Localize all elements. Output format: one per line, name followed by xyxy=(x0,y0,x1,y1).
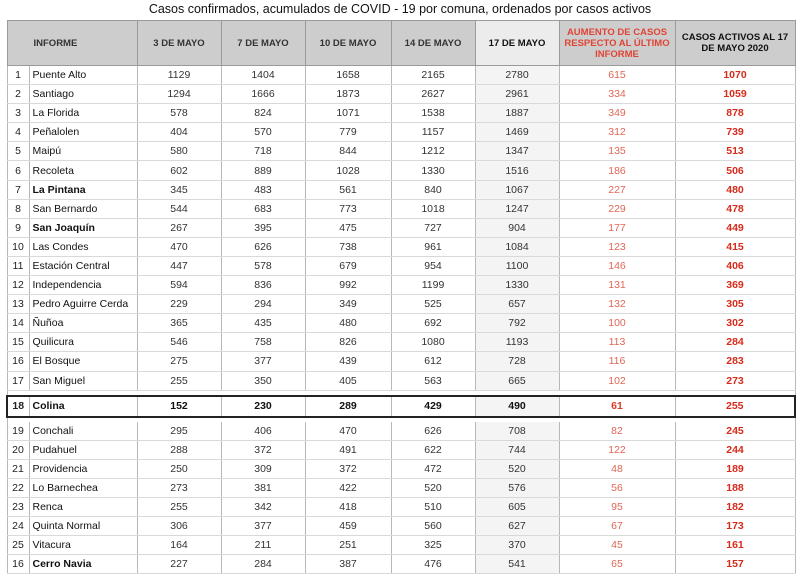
cases-17-mayo: 657 xyxy=(475,295,559,314)
casos-activos: 245 xyxy=(675,422,795,441)
cases-14-mayo: 727 xyxy=(391,218,475,237)
aumento-casos: 312 xyxy=(559,123,675,142)
cases-14-mayo: 622 xyxy=(391,440,475,459)
comuna-name: Pudahuel xyxy=(29,440,137,459)
casos-activos: 513 xyxy=(675,142,795,161)
table-header xyxy=(7,21,795,66)
comuna-name: La Pintana xyxy=(29,180,137,199)
aumento-casos: 65 xyxy=(559,555,675,574)
comuna-name: Las Condes xyxy=(29,237,137,256)
casos-activos: 480 xyxy=(675,180,795,199)
aumento-casos: 349 xyxy=(559,104,675,123)
row-number: 2 xyxy=(7,85,29,104)
row-number: 24 xyxy=(7,517,29,536)
cases-3-mayo: 365 xyxy=(137,314,221,333)
row-number: 6 xyxy=(7,161,29,180)
cases-17-mayo: 1067 xyxy=(475,180,559,199)
aumento-casos: 615 xyxy=(559,66,675,85)
aumento-casos: 123 xyxy=(559,237,675,256)
header-informe: INFORME xyxy=(7,21,137,66)
cases-14-mayo: 1199 xyxy=(391,276,475,295)
cases-3-mayo: 345 xyxy=(137,180,221,199)
cases-10-mayo: 679 xyxy=(305,256,391,275)
casos-activos: 255 xyxy=(675,396,795,417)
comuna-name: San Miguel xyxy=(29,371,137,390)
cases-17-mayo: 1193 xyxy=(475,333,559,352)
table-row xyxy=(7,199,795,218)
cases-3-mayo: 594 xyxy=(137,276,221,295)
casos-activos: 478 xyxy=(675,199,795,218)
table-row xyxy=(7,218,795,237)
cases-14-mayo: 1157 xyxy=(391,123,475,142)
table-row xyxy=(7,66,795,85)
table-row xyxy=(7,104,795,123)
casos-activos: 182 xyxy=(675,497,795,516)
row-number: 4 xyxy=(7,123,29,142)
table-row xyxy=(7,123,795,142)
cases-3-mayo: 306 xyxy=(137,517,221,536)
row-number: 8 xyxy=(7,199,29,218)
cases-10-mayo: 480 xyxy=(305,314,391,333)
row-number: 18 xyxy=(7,396,29,417)
casos-activos: 161 xyxy=(675,536,795,555)
covid-cases-table xyxy=(6,20,796,574)
cases-14-mayo: 2165 xyxy=(391,66,475,85)
table-row xyxy=(7,536,795,555)
comuna-name: Recoleta xyxy=(29,161,137,180)
cases-17-mayo: 728 xyxy=(475,352,559,371)
row-number: 1 xyxy=(7,66,29,85)
cases-17-mayo: 605 xyxy=(475,497,559,516)
cases-7-mayo: 211 xyxy=(221,536,305,555)
table-body xyxy=(7,66,795,574)
comuna-name: Independencia xyxy=(29,276,137,295)
cases-17-mayo: 2961 xyxy=(475,85,559,104)
casos-activos: 415 xyxy=(675,237,795,256)
cases-3-mayo: 255 xyxy=(137,371,221,390)
cases-10-mayo: 418 xyxy=(305,497,391,516)
comuna-name: Conchali xyxy=(29,422,137,441)
cases-17-mayo: 490 xyxy=(475,396,559,417)
cases-10-mayo: 387 xyxy=(305,555,391,574)
cases-14-mayo: 612 xyxy=(391,352,475,371)
cases-7-mayo: 395 xyxy=(221,218,305,237)
table-row xyxy=(7,237,795,256)
cases-3-mayo: 602 xyxy=(137,161,221,180)
cases-3-mayo: 267 xyxy=(137,218,221,237)
aumento-casos: 146 xyxy=(559,256,675,275)
comuna-name: Cerro Navia xyxy=(29,555,137,574)
cases-17-mayo: 520 xyxy=(475,459,559,478)
aumento-casos: 186 xyxy=(559,161,675,180)
row-number: 19 xyxy=(7,422,29,441)
aumento-casos: 48 xyxy=(559,459,675,478)
casos-activos: 157 xyxy=(675,555,795,574)
table-row xyxy=(7,440,795,459)
cases-7-mayo: 350 xyxy=(221,371,305,390)
cases-7-mayo: 309 xyxy=(221,459,305,478)
cases-17-mayo: 1469 xyxy=(475,123,559,142)
cases-10-mayo: 289 xyxy=(305,396,391,417)
aumento-casos: 132 xyxy=(559,295,675,314)
cases-3-mayo: 578 xyxy=(137,104,221,123)
table-row xyxy=(7,422,795,441)
cases-3-mayo: 275 xyxy=(137,352,221,371)
row-number: 16 xyxy=(7,352,29,371)
header-row xyxy=(7,21,795,66)
casos-activos: 1059 xyxy=(675,85,795,104)
header-17-mayo: 17 DE MAYO xyxy=(475,21,559,66)
cases-7-mayo: 1404 xyxy=(221,66,305,85)
casos-activos: 273 xyxy=(675,371,795,390)
cases-10-mayo: 422 xyxy=(305,478,391,497)
cases-14-mayo: 563 xyxy=(391,371,475,390)
row-number: 16 xyxy=(7,555,29,574)
row-number: 20 xyxy=(7,440,29,459)
cases-7-mayo: 435 xyxy=(221,314,305,333)
row-number: 14 xyxy=(7,314,29,333)
row-number: 23 xyxy=(7,497,29,516)
aumento-casos: 100 xyxy=(559,314,675,333)
row-number: 10 xyxy=(7,237,29,256)
cases-3-mayo: 273 xyxy=(137,478,221,497)
cases-10-mayo: 773 xyxy=(305,199,391,218)
comuna-name: Estación Central xyxy=(29,256,137,275)
cases-7-mayo: 889 xyxy=(221,161,305,180)
cases-7-mayo: 342 xyxy=(221,497,305,516)
aumento-casos: 102 xyxy=(559,371,675,390)
cases-3-mayo: 255 xyxy=(137,497,221,516)
row-number: 3 xyxy=(7,104,29,123)
cases-7-mayo: 1666 xyxy=(221,85,305,104)
aumento-casos: 61 xyxy=(559,396,675,417)
cases-17-mayo: 1100 xyxy=(475,256,559,275)
cases-3-mayo: 229 xyxy=(137,295,221,314)
aumento-casos: 45 xyxy=(559,536,675,555)
comuna-name: San Bernardo xyxy=(29,199,137,218)
cases-3-mayo: 152 xyxy=(137,396,221,417)
aumento-casos: 131 xyxy=(559,276,675,295)
cases-7-mayo: 406 xyxy=(221,422,305,441)
cases-17-mayo: 1247 xyxy=(475,199,559,218)
cases-7-mayo: 758 xyxy=(221,333,305,352)
cases-10-mayo: 372 xyxy=(305,459,391,478)
cases-3-mayo: 295 xyxy=(137,422,221,441)
cases-7-mayo: 683 xyxy=(221,199,305,218)
cases-14-mayo: 525 xyxy=(391,295,475,314)
cases-14-mayo: 840 xyxy=(391,180,475,199)
cases-3-mayo: 1294 xyxy=(137,85,221,104)
cases-17-mayo: 627 xyxy=(475,517,559,536)
cases-3-mayo: 544 xyxy=(137,199,221,218)
header-aumento: AUMENTO DE CASOS RESPECTO AL ÚLTIMO INFORME xyxy=(559,21,675,66)
header-3-mayo: 3 DE MAYO xyxy=(137,21,221,66)
comuna-name: Ñuñoa xyxy=(29,314,137,333)
cases-3-mayo: 164 xyxy=(137,536,221,555)
cases-7-mayo: 377 xyxy=(221,517,305,536)
cases-17-mayo: 541 xyxy=(475,555,559,574)
cases-7-mayo: 372 xyxy=(221,440,305,459)
cases-3-mayo: 470 xyxy=(137,237,221,256)
aumento-casos: 56 xyxy=(559,478,675,497)
cases-10-mayo: 459 xyxy=(305,517,391,536)
aumento-casos: 113 xyxy=(559,333,675,352)
table-row xyxy=(7,517,795,536)
cases-17-mayo: 1516 xyxy=(475,161,559,180)
comuna-name: La Florida xyxy=(29,104,137,123)
cases-14-mayo: 961 xyxy=(391,237,475,256)
page-title: Casos confirmados, acumulados de COVID - 19 por comuna, ordenados por casos activos xyxy=(148,2,652,16)
comuna-name: Colina xyxy=(29,396,137,417)
cases-10-mayo: 561 xyxy=(305,180,391,199)
casos-activos: 188 xyxy=(675,478,795,497)
table-row xyxy=(7,497,795,516)
cases-3-mayo: 250 xyxy=(137,459,221,478)
table-row xyxy=(7,276,795,295)
cases-17-mayo: 1330 xyxy=(475,276,559,295)
cases-17-mayo: 792 xyxy=(475,314,559,333)
comuna-name: San Joaquín xyxy=(29,218,137,237)
cases-7-mayo: 626 xyxy=(221,237,305,256)
casos-activos: 406 xyxy=(675,256,795,275)
row-number: 17 xyxy=(7,371,29,390)
comuna-name: Maipú xyxy=(29,142,137,161)
table-row xyxy=(7,85,795,104)
table-row xyxy=(7,314,795,333)
cases-7-mayo: 836 xyxy=(221,276,305,295)
aumento-casos: 116 xyxy=(559,352,675,371)
row-number: 13 xyxy=(7,295,29,314)
cases-7-mayo: 381 xyxy=(221,478,305,497)
row-number: 25 xyxy=(7,536,29,555)
cases-10-mayo: 470 xyxy=(305,422,391,441)
row-number: 11 xyxy=(7,256,29,275)
cases-14-mayo: 560 xyxy=(391,517,475,536)
cases-7-mayo: 824 xyxy=(221,104,305,123)
cases-17-mayo: 1347 xyxy=(475,142,559,161)
cases-17-mayo: 744 xyxy=(475,440,559,459)
cases-3-mayo: 227 xyxy=(137,555,221,574)
cases-17-mayo: 708 xyxy=(475,422,559,441)
cases-7-mayo: 578 xyxy=(221,256,305,275)
header-14-mayo: 14 DE MAYO xyxy=(391,21,475,66)
comuna-name: Santiago xyxy=(29,85,137,104)
cases-3-mayo: 1129 xyxy=(137,66,221,85)
cases-7-mayo: 483 xyxy=(221,180,305,199)
cases-7-mayo: 230 xyxy=(221,396,305,417)
row-number: 12 xyxy=(7,276,29,295)
casos-activos: 369 xyxy=(675,276,795,295)
aumento-casos: 177 xyxy=(559,218,675,237)
table-row xyxy=(7,142,795,161)
cases-10-mayo: 826 xyxy=(305,333,391,352)
cases-17-mayo: 1887 xyxy=(475,104,559,123)
table-row xyxy=(7,555,795,574)
cases-7-mayo: 718 xyxy=(221,142,305,161)
comuna-name: Puente Alto xyxy=(29,66,137,85)
cases-14-mayo: 520 xyxy=(391,478,475,497)
cases-14-mayo: 1330 xyxy=(391,161,475,180)
cases-3-mayo: 447 xyxy=(137,256,221,275)
cases-3-mayo: 580 xyxy=(137,142,221,161)
comuna-name: Peñalolen xyxy=(29,123,137,142)
casos-activos: 1070 xyxy=(675,66,795,85)
aumento-casos: 135 xyxy=(559,142,675,161)
casos-activos: 244 xyxy=(675,440,795,459)
row-number: 9 xyxy=(7,218,29,237)
cases-10-mayo: 1071 xyxy=(305,104,391,123)
cases-17-mayo: 576 xyxy=(475,478,559,497)
row-number: 7 xyxy=(7,180,29,199)
cases-17-mayo: 904 xyxy=(475,218,559,237)
cases-10-mayo: 251 xyxy=(305,536,391,555)
cases-10-mayo: 1658 xyxy=(305,66,391,85)
comuna-name: El Bosque xyxy=(29,352,137,371)
table-row xyxy=(7,333,795,352)
cases-10-mayo: 349 xyxy=(305,295,391,314)
row-number: 21 xyxy=(7,459,29,478)
comuna-name: Quilicura xyxy=(29,333,137,352)
table-row xyxy=(7,161,795,180)
cases-14-mayo: 1018 xyxy=(391,199,475,218)
row-number: 22 xyxy=(7,478,29,497)
header-activos: CASOS ACTIVOS AL 17 DE MAYO 2020 xyxy=(675,21,795,66)
cases-10-mayo: 1028 xyxy=(305,161,391,180)
cases-17-mayo: 665 xyxy=(475,371,559,390)
cases-7-mayo: 377 xyxy=(221,352,305,371)
cases-14-mayo: 429 xyxy=(391,396,475,417)
highlighted-row-colina xyxy=(7,396,795,417)
casos-activos: 283 xyxy=(675,352,795,371)
cases-14-mayo: 692 xyxy=(391,314,475,333)
comuna-name: Vitacura xyxy=(29,536,137,555)
table-row xyxy=(7,352,795,371)
cases-3-mayo: 288 xyxy=(137,440,221,459)
cases-14-mayo: 1538 xyxy=(391,104,475,123)
aumento-casos: 122 xyxy=(559,440,675,459)
cases-3-mayo: 546 xyxy=(137,333,221,352)
comuna-name: Pedro Aguirre Cerda xyxy=(29,295,137,314)
cases-14-mayo: 325 xyxy=(391,536,475,555)
row-number: 15 xyxy=(7,333,29,352)
casos-activos: 506 xyxy=(675,161,795,180)
comuna-name: Renca xyxy=(29,497,137,516)
cases-10-mayo: 475 xyxy=(305,218,391,237)
comuna-name: Lo Barnechea xyxy=(29,478,137,497)
cases-14-mayo: 626 xyxy=(391,422,475,441)
cases-10-mayo: 992 xyxy=(305,276,391,295)
comuna-name: Providencia xyxy=(29,459,137,478)
aumento-casos: 227 xyxy=(559,180,675,199)
cases-10-mayo: 844 xyxy=(305,142,391,161)
table-row xyxy=(7,371,795,390)
cases-14-mayo: 472 xyxy=(391,459,475,478)
cases-7-mayo: 284 xyxy=(221,555,305,574)
cases-17-mayo: 2780 xyxy=(475,66,559,85)
cases-14-mayo: 476 xyxy=(391,555,475,574)
comuna-name: Quinta Normal xyxy=(29,517,137,536)
cases-10-mayo: 405 xyxy=(305,371,391,390)
casos-activos: 878 xyxy=(675,104,795,123)
row-number: 5 xyxy=(7,142,29,161)
cases-10-mayo: 1873 xyxy=(305,85,391,104)
casos-activos: 739 xyxy=(675,123,795,142)
casos-activos: 449 xyxy=(675,218,795,237)
aumento-casos: 229 xyxy=(559,199,675,218)
casos-activos: 189 xyxy=(675,459,795,478)
cases-14-mayo: 1212 xyxy=(391,142,475,161)
aumento-casos: 67 xyxy=(559,517,675,536)
aumento-casos: 334 xyxy=(559,85,675,104)
casos-activos: 173 xyxy=(675,517,795,536)
cases-14-mayo: 2627 xyxy=(391,85,475,104)
casos-activos: 302 xyxy=(675,314,795,333)
cases-14-mayo: 510 xyxy=(391,497,475,516)
cases-10-mayo: 779 xyxy=(305,123,391,142)
cases-17-mayo: 1084 xyxy=(475,237,559,256)
table-row xyxy=(7,180,795,199)
cases-3-mayo: 404 xyxy=(137,123,221,142)
aumento-casos: 82 xyxy=(559,422,675,441)
casos-activos: 284 xyxy=(675,333,795,352)
cases-10-mayo: 439 xyxy=(305,352,391,371)
cases-10-mayo: 738 xyxy=(305,237,391,256)
cases-14-mayo: 1080 xyxy=(391,333,475,352)
table-row xyxy=(7,459,795,478)
table-row xyxy=(7,295,795,314)
aumento-casos: 95 xyxy=(559,497,675,516)
cases-7-mayo: 570 xyxy=(221,123,305,142)
cases-10-mayo: 491 xyxy=(305,440,391,459)
cases-17-mayo: 370 xyxy=(475,536,559,555)
header-10-mayo: 10 DE MAYO xyxy=(305,21,391,66)
table-row xyxy=(7,256,795,275)
casos-activos: 305 xyxy=(675,295,795,314)
cases-14-mayo: 954 xyxy=(391,256,475,275)
cases-7-mayo: 294 xyxy=(221,295,305,314)
header-7-mayo: 7 DE MAYO xyxy=(221,21,305,66)
table-row xyxy=(7,478,795,497)
